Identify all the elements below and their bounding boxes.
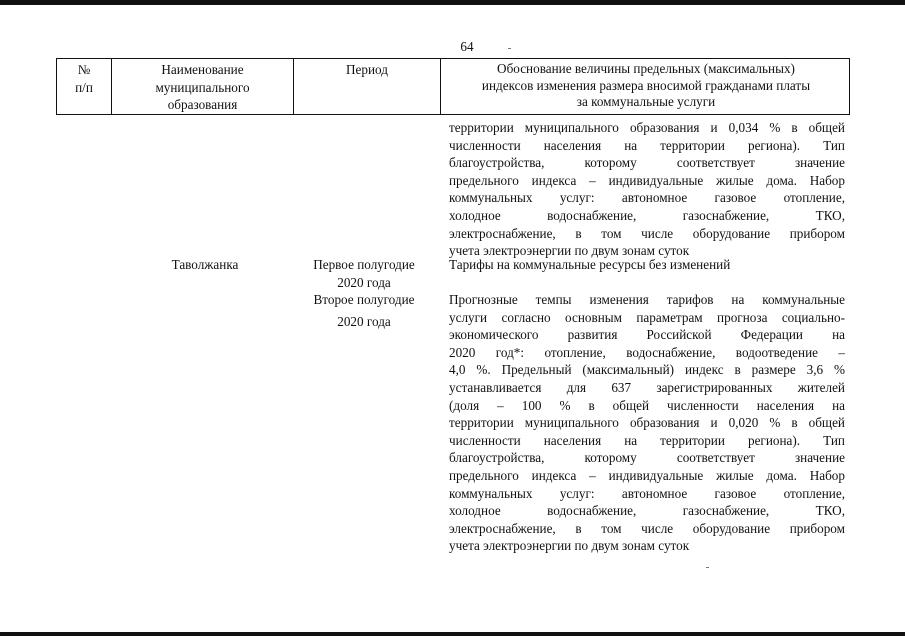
- scan-speck: [706, 567, 709, 568]
- text-line: коммунальных услуг: автономное газовое отопление,: [449, 190, 845, 206]
- header-justification-line: Обоснование величины предельных (максимальных): [497, 61, 795, 76]
- text-line: электроснабжение, в том числе оборудование прибором: [449, 520, 845, 536]
- text-line: экономического развития Российской Федерации на: [449, 327, 845, 343]
- text-line: устанавливается для 637 зарегистрированных жителей: [449, 379, 845, 395]
- header-justification: [440, 59, 851, 114]
- table-header: [56, 58, 850, 115]
- text-line: услуги согласно основным параметрам прогноза социально-: [449, 309, 845, 325]
- continuation-paragraph: [449, 119, 845, 260]
- bottom-scan-border: [0, 632, 905, 636]
- text-line: 2020 год*: отопление, водоснабжение, водоотведение –: [449, 344, 845, 360]
- municipality-name: Таволжанка: [171, 257, 239, 272]
- header-justification-line: за коммунальные услуги: [576, 94, 716, 109]
- header-period-line: Период: [346, 62, 388, 77]
- header-period: [293, 59, 440, 114]
- text-line: коммунальных услуг: автономное газовое отопление,: [449, 485, 845, 501]
- text-line: благоустройства, которому соответствует значение: [449, 155, 845, 171]
- period-label-line: 2020 года: [337, 274, 391, 290]
- period-label-line: 2020 года: [337, 313, 391, 329]
- text-line: холодное водоснабжение, газоснабжение, ТКО,: [449, 503, 845, 519]
- header-number-line: п/п: [75, 79, 93, 95]
- text-line: учета электроэнергии по двум зонам суток: [449, 243, 690, 259]
- text-line: численности населения на территории региона). Тип: [449, 432, 845, 448]
- header-number: [57, 59, 111, 114]
- text-line: благоустройства, которому соответствует значение: [449, 450, 845, 466]
- period-label-line: Второе полугодие: [313, 292, 415, 307]
- text-line: предельного индекса – индивидуальные жилые дома. Набор: [449, 467, 845, 483]
- header-municipality-name: [111, 59, 293, 114]
- header-justification-line: индексов изменения размера вносимой гражданами платы: [481, 77, 811, 93]
- second-half-justification: [449, 291, 845, 555]
- scan-speck: [508, 48, 511, 49]
- period-second-half: [300, 291, 428, 330]
- first-half-justification: Тарифы на коммунальные ресурсы без изменений: [449, 257, 731, 272]
- header-name-line: муниципального: [155, 79, 250, 95]
- text-line: численности населения на территории региона). Тип: [449, 137, 845, 153]
- text-line: (доля – 100 % в общей численности населения на: [449, 397, 845, 413]
- top-scan-border: [0, 0, 905, 5]
- header-number-line: №: [77, 62, 91, 77]
- text-line: Прогнозные темпы изменения тарифов на коммунальные: [449, 292, 845, 307]
- page-number: 64: [460, 39, 474, 54]
- text-line: 4,0 %. Предельный (максимальный) индекс в размере 3,6 %: [449, 362, 845, 378]
- header-name-line: образования: [167, 97, 238, 113]
- text-line: электроснабжение, в том числе оборудование прибором: [449, 225, 845, 241]
- text-line: учета электроэнергии по двум зонам суток: [449, 538, 690, 554]
- text-line: территории муниципального образования и 0,034 % в общей: [449, 120, 845, 135]
- text-line: холодное водоснабжение, газоснабжение, ТКО,: [449, 207, 845, 223]
- period-first-half: [300, 256, 428, 291]
- text-line: территории муниципального образования и 0,020 % в общей: [449, 415, 845, 431]
- header-name-line: Наименование: [161, 62, 244, 77]
- period-label-line: Первое полугодие: [313, 257, 415, 272]
- text-line: предельного индекса – индивидуальные жилые дома. Набор: [449, 172, 845, 188]
